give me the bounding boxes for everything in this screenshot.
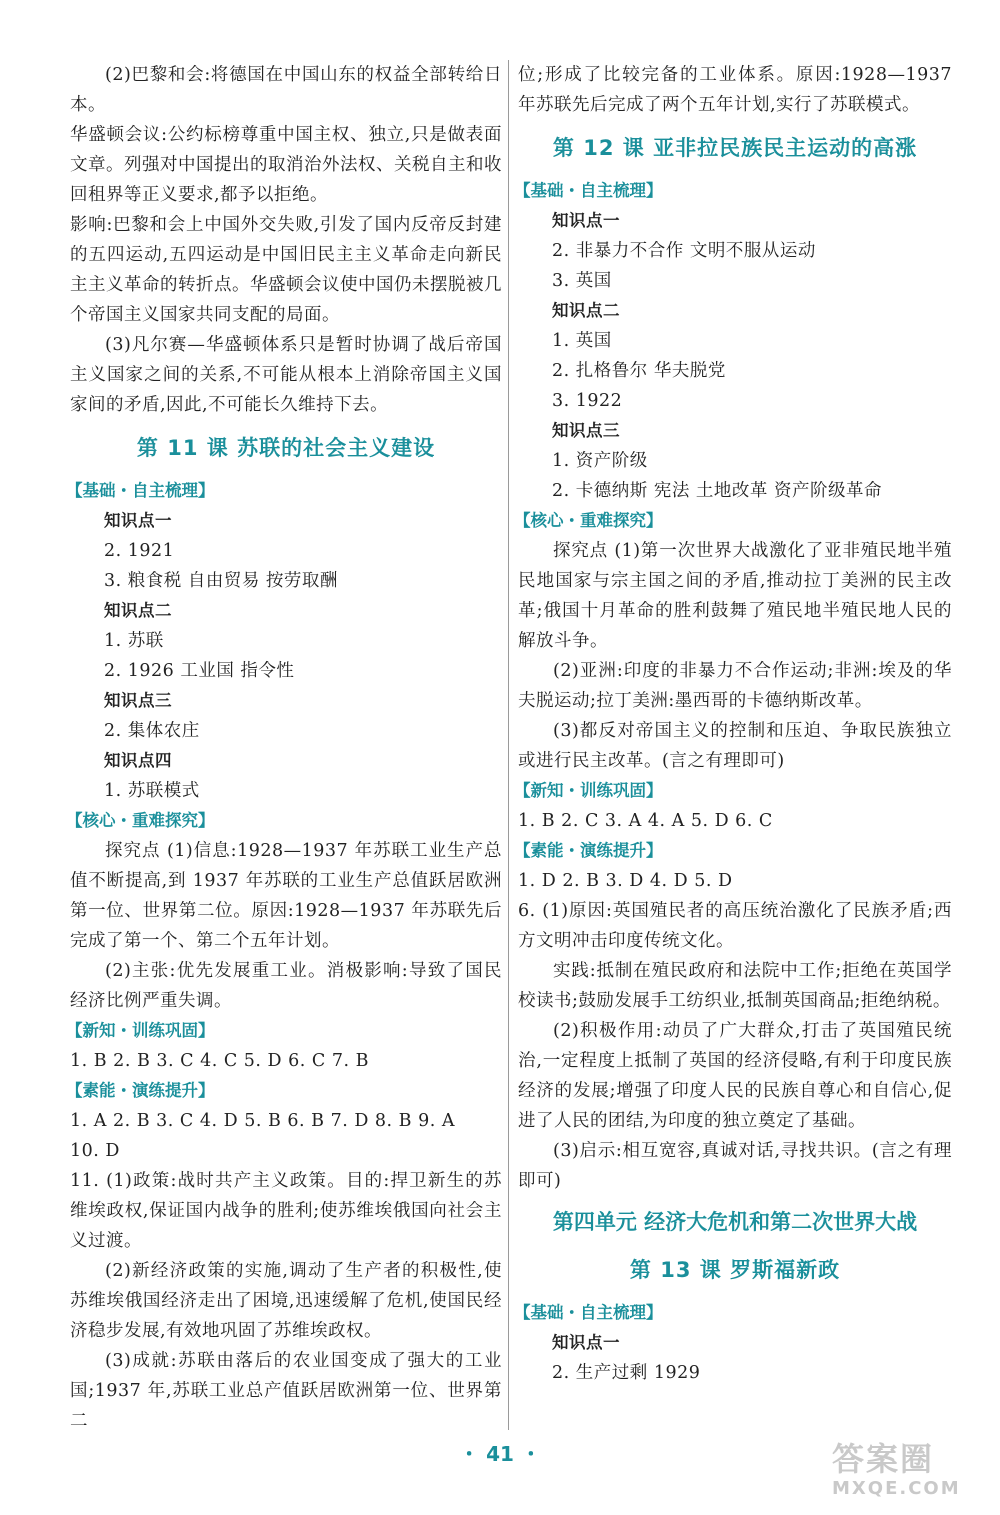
intro-para-4: (3)凡尔赛—华盛顿体系只是暂时协调了战后帝国主义国家之间的关系,不可能从根本上消除帝国主义国家间的矛盾,因此,不可能长久维持下去。 bbox=[70, 335, 502, 415]
intro-para-3: 影响:巴黎和会上中国外交失败,引发了国内反帝反封建的五四运动,五四运动是中国旧民主主义革命走向新民主主义革命的转折点。华盛顿会议使中国仍未摆脱被几个帝国主义国家共同支配的局面。 bbox=[70, 215, 502, 325]
knowledge-point-1-13: 知识点一 bbox=[552, 1333, 620, 1352]
right-column bbox=[514, 60, 952, 1388]
watermark-line-2: MXQE.COM bbox=[832, 1478, 961, 1499]
tag-basic-12: 【基础・自主梳理】 bbox=[514, 181, 663, 200]
core-12-para-2: (2)亚洲:印度的非暴力不合作运动;非洲:埃及的华夫脱运动;拉丁美洲:墨西哥的卡德纳斯改革。 bbox=[518, 661, 952, 711]
kp1-13-item-2: 2. 生产过剩 1929 bbox=[552, 1363, 701, 1383]
new-answers: 1. B 2. B 3. C 4. C 5. D 6. C 7. B bbox=[70, 1051, 369, 1071]
kp2-item-1: 1. 苏联 bbox=[104, 631, 164, 651]
left-column bbox=[66, 60, 502, 1436]
lesson-13-title: 第 13 课 罗斯福新政 bbox=[629, 1258, 841, 1282]
column-divider bbox=[508, 60, 509, 1430]
kp3-item-2: 2. 集体农庄 bbox=[104, 721, 200, 741]
watermark-line-1: 答案圈 bbox=[832, 1440, 935, 1478]
kp4-item-1: 1. 苏联模式 bbox=[104, 781, 200, 801]
new-answers-12: 1. B 2. C 3. A 4. A 5. D 6. C bbox=[518, 811, 773, 831]
intro-para-1: (2)巴黎和会:将德国在中国山东的权益全部转给日本。 bbox=[70, 65, 502, 115]
kp2-12-item-1: 1. 英国 bbox=[552, 331, 612, 351]
knowledge-point-1: 知识点一 bbox=[104, 511, 172, 530]
q11-para-1: 11. (1)政策:战时共产主义政策。目的:捍卫新生的苏维埃政权,保证国内战争的胜利;使苏维埃俄国向社会主义过渡。 bbox=[70, 1171, 502, 1251]
core-para-1: 探究点 (1)信息:1928—1937 年苏联工业生产总值不断提高,到 1937 年苏联的工业生产总值跃居欧洲第一位、世界第二位。原因:1928—1937 年苏联先后完成了第一个、第二个五年计划。 bbox=[70, 841, 502, 951]
knowledge-point-3-12: 知识点三 bbox=[552, 421, 620, 440]
tag-new-knowledge-12: 【新知・训练巩固】 bbox=[514, 781, 663, 800]
knowledge-point-1-12: 知识点一 bbox=[552, 211, 620, 230]
tag-skill: 【素能・演练提升】 bbox=[66, 1081, 215, 1100]
skill-answers-2: 10. D bbox=[70, 1141, 120, 1161]
q6-para-2: 实践:抵制在殖民政府和法院中工作;拒绝在英国学校读书;鼓励发展手工纺织业,抵制英国商品;拒绝纳税。 bbox=[518, 961, 952, 1011]
kp1-12-item-3: 3. 英国 bbox=[552, 271, 612, 291]
core-para-2: (2)主张:优先发展重工业。消极影响:导致了国民经济比例严重失调。 bbox=[70, 961, 502, 1011]
lesson-12-title: 第 12 课 亚非拉民族民主运动的高涨 bbox=[552, 136, 918, 160]
core-12-para-1: 探究点 (1)第一次世界大战激化了亚非殖民地半殖民地国家与宗主国之间的矛盾,推动拉丁美洲的民主改革;俄国十月革命的胜利鼓舞了殖民地半殖民地人民的解放斗争。 bbox=[518, 541, 952, 651]
core-12-para-3: (3)都反对帝国主义的控制和压迫、争取民族独立或进行民主改革。(言之有理即可) bbox=[518, 721, 952, 771]
tag-core: 【核心・重难探究】 bbox=[66, 811, 215, 830]
tag-skill-12: 【素能・演练提升】 bbox=[514, 841, 663, 860]
tag-basic-13: 【基础・自主梳理】 bbox=[514, 1303, 663, 1322]
q11-para-3: (3)成就:苏联由落后的农业国变成了强大的工业国;1937 年,苏联工业总产值跃居欧洲第一位、世界第二 bbox=[70, 1351, 502, 1431]
knowledge-point-2-12: 知识点二 bbox=[552, 301, 620, 320]
kp3-12-item-1: 1. 资产阶级 bbox=[552, 451, 648, 471]
q6-para-1: 6. (1)原因:英国殖民者的高压统治激化了民族矛盾;西方文明冲击印度传统文化。 bbox=[518, 901, 952, 951]
lesson-11-title: 第 11 课 苏联的社会主义建设 bbox=[136, 436, 436, 460]
q11-para-2: (2)新经济政策的实施,调动了生产者的积极性,使苏维埃俄国经济走出了困境,迅速缓解了危机,使国民经济稳步发展,有效地巩固了苏维埃政权。 bbox=[70, 1261, 502, 1341]
knowledge-point-3: 知识点三 bbox=[104, 691, 172, 710]
q6-para-3: (2)积极作用:动员了广大群众,打击了英国殖民统治,一定程度上抵制了英国的经济侵略,有利于印度民族经济的发展;增强了印度人民的民族自尊心和自信心,促进了人民的团结,为印度的独立奠定了基础。 bbox=[518, 1021, 952, 1131]
skill-answers-12: 1. D 2. B 3. D 4. D 5. D bbox=[518, 871, 733, 891]
kp2-12-item-3: 3. 1922 bbox=[552, 391, 623, 411]
kp1-item-2: 2. 1921 bbox=[104, 541, 175, 561]
kp1-item-3: 3. 粮食税 自由贸易 按劳取酬 bbox=[104, 571, 338, 591]
tag-new-knowledge: 【新知・训练巩固】 bbox=[66, 1021, 215, 1040]
kp2-12-item-2: 2. 扎格鲁尔 华夫脱党 bbox=[552, 361, 726, 381]
intro-para-2: 华盛顿会议:公约标榜尊重中国主权、独立,只是做表面文章。列强对中国提出的取消治外法权、关税自主和收回租界等正义要求,都予以拒绝。 bbox=[70, 125, 502, 205]
watermark-logo bbox=[832, 1440, 982, 1500]
kp2-item-2: 2. 1926 工业国 指令性 bbox=[104, 661, 295, 681]
q6-para-4: (3)启示:相互宽容,真诚对话,寻找共识。(言之有理即可) bbox=[518, 1141, 952, 1191]
skill-answers-1: 1. A 2. B 3. C 4. D 5. B 6. B 7. D 8. B 9. A bbox=[70, 1111, 456, 1131]
unit-4-title: 第四单元 经济大危机和第二次世界大战 bbox=[552, 1210, 918, 1234]
page-number: ・ 41 ・ bbox=[459, 1442, 541, 1466]
kp1-12-item-2: 2. 非暴力不合作 文明不服从运动 bbox=[552, 241, 816, 261]
knowledge-point-4: 知识点四 bbox=[104, 751, 172, 770]
tag-basic: 【基础・自主梳理】 bbox=[66, 481, 215, 500]
kp3-12-item-2: 2. 卡德纳斯 宪法 土地改革 资产阶级革命 bbox=[552, 481, 882, 501]
continued-para: 位;形成了比较完备的工业体系。原因:1928—1937 年苏联先后完成了两个五年计划,实行了苏联模式。 bbox=[518, 65, 952, 115]
knowledge-point-2: 知识点二 bbox=[104, 601, 172, 620]
tag-core-12: 【核心・重难探究】 bbox=[514, 511, 663, 530]
